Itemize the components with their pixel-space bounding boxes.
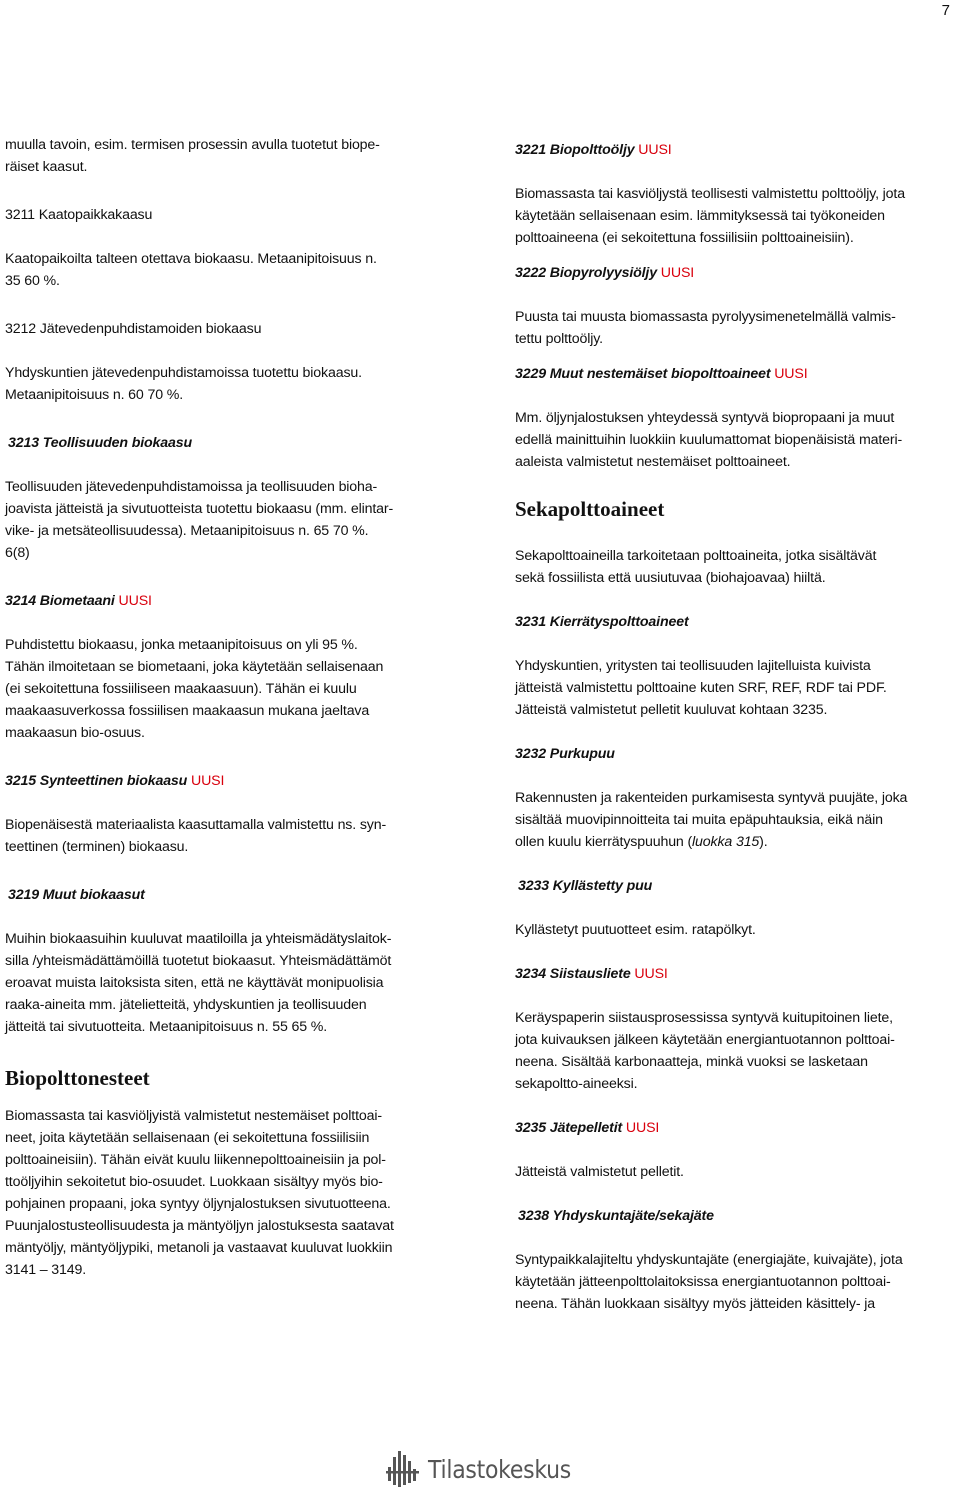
body-line: Metaanipitoisuus n. 60 70 %. [5, 387, 183, 403]
tilastokeskus-logo-icon [386, 1449, 420, 1489]
intro-line: muulla tavoin, esim. termisen prosessin avulla tuotetut biope- [5, 137, 380, 153]
body-line: Yhdyskuntien, yritysten tai teollisuuden lajitelluista kuivista [515, 658, 871, 674]
section-3215-title [5, 770, 453, 792]
body-line: Mm. öljynjalostuksen yhteydessä syntyvä biopropaani ja muut [515, 410, 895, 426]
body-line: 3141 – 3149. [5, 1262, 87, 1278]
section-3233-title: 3233 Kyllästetty puu [518, 878, 653, 894]
body-line: 35 60 %. [5, 273, 60, 289]
body-line: Biomassasta tai kasviöljystä teollisesti valmistettu polttoöljy, jota [515, 186, 905, 202]
body-text: ollen kuulu kierrätyspuuhun ( [515, 834, 693, 850]
body-line: pohjainen propaani, joka syntyy öljynjalostuksen sivutuotteena. [5, 1196, 391, 1212]
section-3211-title: 3211 Kaatopaikkakaasu [5, 207, 153, 223]
body-line: vike- ja metsäteollisuudessa). Metaanipitoisuus n. 65 70 %. [5, 523, 369, 539]
body-line: Syntypaikkalajiteltu yhdyskuntajäte (energiajäte, kuivajäte), jota [515, 1252, 903, 1268]
section-3212-title: 3212 Jätevedenpuhdistamoiden biokaasu [5, 321, 262, 337]
section-3235-title [515, 1117, 960, 1139]
body-line: Puhdistettu biokaasu, jonka metaanipitoisuus on yli 95 %. [5, 637, 358, 653]
section-3229-title [515, 363, 960, 385]
new-badge: UUSI [625, 1120, 660, 1136]
class-reference: luokka 315 [692, 834, 760, 850]
body-line: neena. Tähän luokkaan sisältyy myös jätteiden käsittely- ja [515, 1296, 875, 1312]
body-line: sekapoltto-aineeksi. [515, 1076, 638, 1092]
section-title-text: 3229 Muut nestemäiset biopolttoaineet [515, 366, 771, 382]
body-line: 6(8) [5, 545, 30, 561]
body-line: Yhdyskuntien jätevedenpuhdistamoissa tuotettu biokaasu. [5, 365, 362, 381]
logo-text: Tilastokeskus [428, 1454, 572, 1484]
body-text: ). [759, 834, 768, 850]
body-line: (ei sekoitettuna fossiiliseen maakaasuun). Tähän ei kuulu [5, 681, 357, 697]
section-title-text: 3214 Biometaani [5, 593, 115, 609]
section-3213-title: 3213 Teollisuuden biokaasu [8, 435, 193, 451]
section-3219-title: 3219 Muut biokaasut [8, 887, 145, 903]
body-line: Puusta tai muusta biomassasta pyrolyysimenetelmällä valmis- [515, 309, 896, 325]
section-title-text: 3221 Biopolttoöljy [515, 142, 635, 158]
body-line: aaleista valmistetut nestemäiset polttoaineet. [515, 454, 791, 470]
section-3222-title [515, 262, 960, 284]
right-column [515, 134, 960, 1315]
body-line: Rakennusten ja rakenteiden purkamisesta syntyvä puujäte, joka [515, 790, 908, 806]
body-line: sekä fossiilista että uusiutuvaa (biohajoavaa) hiiltä. [515, 570, 826, 586]
section-title-text: 3235 Jätepelletit [515, 1120, 623, 1136]
body-line: Jätteistä valmistetut pelletit. [515, 1164, 684, 1180]
section-title-text: 3222 Biopyrolyysiöljy [515, 265, 657, 281]
section-3221-title [515, 139, 960, 161]
body-line: polttoaineena (ei sekoitettuna fossiilisiin polttoaineisiin). [515, 230, 854, 246]
section-3214-title [5, 590, 453, 612]
section-3238-title: 3238 Yhdyskuntajäte/sekajäte [518, 1208, 714, 1224]
body-line: silla /yhteismädättämöillä tuotetut biokaasut. Yhteismädättämöt [5, 953, 392, 969]
body-line: mäntyöljy, mäntyöljypiki, metanoli ja vastaavat kuuluvat luokkiin [5, 1240, 393, 1256]
new-badge: UUSI [638, 142, 672, 158]
body-line: Biopenäisestä materiaalista kaasuttamalla valmistettu ns. syn- [5, 817, 387, 833]
body-line: Jätteistä valmistetut pelletit kuuluvat kohtaan 3235. [515, 702, 828, 718]
body-line: Kyllästetyt puutuotteet esim. ratapölkyt. [515, 922, 756, 938]
body-line: jätteitä tai sivutuotteita. Metaanipitoisuus n. 55 65 %. [5, 1019, 328, 1035]
new-badge: UUSI [660, 265, 695, 281]
section-3232-title: 3232 Purkupuu [515, 746, 615, 762]
body-line: Keräyspaperin siistausprosessissa syntyvä kuitupitoinen liete, [515, 1010, 893, 1026]
body-line: tettu polttoöljy. [515, 331, 603, 347]
body-line: sisältää muovipinnoitteita tai muita epäpuhtauksia, eikä näin [515, 812, 883, 828]
body-line: teettinen (terminen) biokaasu. [5, 839, 189, 855]
body-line: Puunjalostusteollisuudesta ja mäntyöljyn jalostuksesta saatavat [5, 1218, 394, 1234]
body-line: neet, joita käytetään sellaisenaan (ei sekoitettuna fossiilisiin [5, 1130, 370, 1146]
page-number: 7 [941, 2, 950, 19]
body-line: Biomassasta tai kasviöljyistä valmistetut nestemäiset polttoai- [5, 1108, 382, 1124]
body-line: neena. Sisältää karbonaatteja, minkä vuoksi se lasketaan [515, 1054, 868, 1070]
body-line: Teollisuuden jätevedenpuhdistamoissa ja teollisuuden bioha- [5, 479, 378, 495]
left-column [5, 134, 453, 1281]
new-badge: UUSI [190, 773, 225, 789]
body-line: jota kuivauksen jälkeen käytetään energiantuotannon polttoai- [515, 1032, 895, 1048]
new-badge: UUSI [118, 593, 152, 609]
body-line: Sekapolttoaineilla tarkoitetaan polttoaineita, jotka sisältävät [515, 548, 877, 564]
body-line: Tähän ilmoitetaan se biometaani, joka käytetään sellaisenaan [5, 659, 384, 675]
footer-logo [386, 1449, 591, 1489]
body-line: edellä mainittuihin luokkiin kuulumattomat biopenäisistä materi- [515, 432, 903, 448]
section-3231-title: 3231 Kierrätyspolttoaineet [515, 614, 689, 630]
body-line: joavista jätteistä ja sivutuotteista tuotettu biokaasu (mm. elintar- [5, 501, 394, 517]
section-title-text: 3234 Siistausliete [515, 966, 631, 982]
body-line: polttoaineisiin). Tähän eivät kuulu liikennepolttoaineisiin ja pol- [5, 1152, 386, 1168]
body-line: eroavat muista laitoksista siten, että ne käyttävät monipuolisia [5, 975, 384, 991]
body-line: Muihin biokaasuihin kuuluvat maatiloilla ja yhteismädätyslaitok- [5, 931, 392, 947]
body-line: Kaatopaikoilta talteen otettava biokaasu. Metaanipitoisuus n. [5, 251, 377, 267]
body-line: jätteistä valmistettu polttoaine kuten SRF, REF, RDF tai PDF. [515, 680, 887, 696]
body-line: maakaasun bio-osuus. [5, 725, 145, 741]
body-line: raaka-aineita mm. jätelietteitä, yhdyskuntien ja teollisuuden [5, 997, 367, 1013]
section-3234-title [515, 963, 960, 985]
new-badge: UUSI [774, 366, 808, 382]
body-line: käytetään jätteenpolttolaitoksissa energiantuotannon polttoai- [515, 1274, 891, 1290]
body-line [515, 831, 960, 853]
section-title-text: 3215 Synteettinen biokaasu [5, 773, 188, 789]
body-line: ttoöljyihin sekoitetut bio-osuudet. Luokkaan sisältyy myös bio- [5, 1174, 383, 1190]
body-line: käytetään sellaisenaan esim. lämmityksessä tai työkoneiden [515, 208, 885, 224]
new-badge: UUSI [634, 966, 668, 982]
sekapolttoaineet-heading: Sekapolttoaineet [515, 497, 665, 521]
intro-line: räiset kaasut. [5, 159, 88, 175]
body-line: maakaasuverkossa fossiilisen maakaasun mukana jaeltava [5, 703, 370, 719]
biopolttonesteet-heading: Biopolttonesteet [5, 1066, 150, 1090]
